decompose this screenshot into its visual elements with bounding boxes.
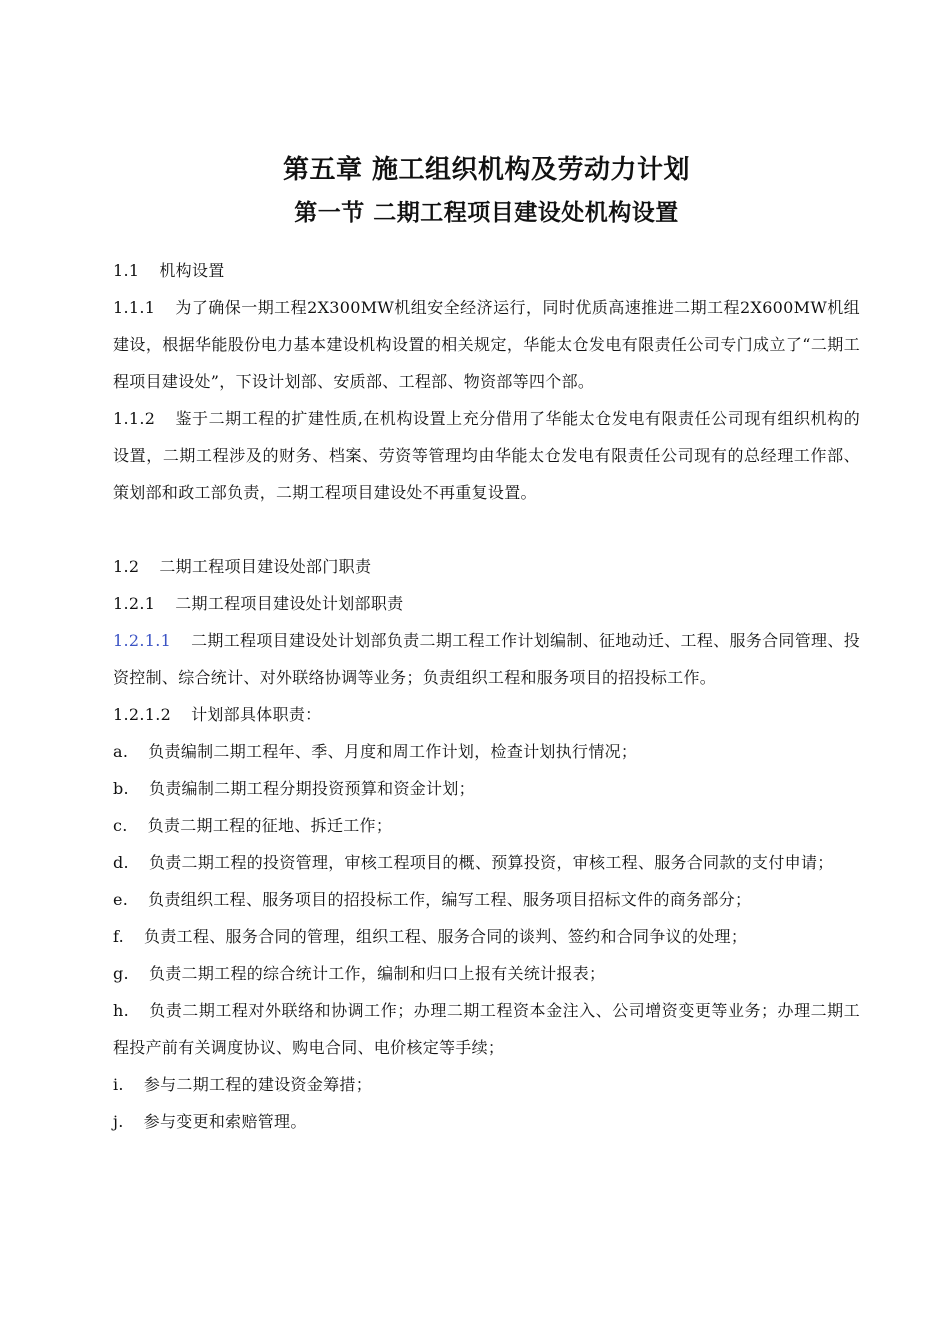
paragraph-text: 机构设置 bbox=[159, 261, 225, 280]
paragraph-number: 1.1.1 bbox=[113, 298, 156, 317]
document-page bbox=[113, 150, 860, 1140]
list-marker: e. bbox=[113, 890, 129, 909]
paragraph-number-highlighted: 1.2.1.1 bbox=[113, 631, 172, 650]
paragraph-number: 1.2.1 bbox=[113, 594, 156, 613]
paragraph-text: 计划部具体职责： bbox=[191, 705, 322, 724]
paragraph-number: 1.1.2 bbox=[113, 409, 156, 428]
list-marker: h. bbox=[113, 1001, 129, 1020]
list-item-d bbox=[113, 844, 860, 881]
paragraph-text: 二期工程项目建设处计划部职责 bbox=[175, 594, 404, 613]
list-item-i bbox=[113, 1066, 860, 1103]
list-item-text: 负责二期工程对外联络和协调工作；办理二期工程资本金注入、公司增资变更等业务；办理二期工程投产前有关调度协议、购电合同、电价核定等手续； bbox=[113, 1001, 860, 1057]
list-item-f bbox=[113, 918, 860, 955]
paragraph-text: 为了确保一期工程2X300MW机组安全经济运行，同时优质高速推进二期工程2X600MW机组建设，根据华能股份电力基本建设机构设置的相关规定，华能太仓发电有限责任公司专门成立了“二期工程项目建设处”，下设计划部、安质部、工程部、物资部等四个部。 bbox=[113, 298, 860, 391]
list-item-text: 参与二期工程的建设资金筹措； bbox=[143, 1075, 373, 1094]
list-item-text: 参与变更和索赔管理。 bbox=[143, 1112, 307, 1131]
paragraph-number: 1.2.1.2 bbox=[113, 705, 172, 724]
list-item-text: 负责编制二期工程分期投资预算和资金计划； bbox=[148, 779, 475, 798]
list-marker: i. bbox=[113, 1075, 124, 1094]
paragraph-1-1-2 bbox=[113, 400, 860, 511]
list-marker: f. bbox=[113, 927, 125, 946]
chapter-title: 第五章 施工组织机构及劳动力计划 bbox=[282, 155, 691, 185]
list-item-g bbox=[113, 955, 860, 992]
list-marker: c. bbox=[113, 816, 128, 835]
heading-1-2-1 bbox=[113, 585, 860, 622]
paragraph-1-2-1-1 bbox=[113, 622, 860, 696]
list-marker: g. bbox=[113, 964, 129, 983]
heading-1-2 bbox=[113, 548, 860, 585]
list-item-j bbox=[113, 1103, 860, 1140]
section-title: 第一节 二期工程项目建设处机构设置 bbox=[294, 200, 679, 226]
list-item-text: 负责编制二期工程年、季、月度和周工作计划，检查计划执行情况； bbox=[148, 742, 638, 761]
list-marker: a. bbox=[113, 742, 129, 761]
paragraph-text: 鉴于二期工程的扩建性质,在机构设置上充分借用了华能太仓发电有限责任公司现有组织机构的设置，二期工程涉及的财务、档案、劳资等管理均由华能太仓发电有限责任公司现有的总经理工作部、策划部和政工部负责，二期工程项目建设处不再重复设置。 bbox=[113, 409, 860, 502]
list-item-text: 负责二期工程的征地、拆迁工作； bbox=[147, 816, 393, 835]
paragraph-number: 1.2 bbox=[113, 557, 140, 576]
list-item-text: 负责组织工程、服务项目的招投标工作，编写工程、服务项目招标文件的商务部分； bbox=[148, 890, 752, 909]
list-item-c bbox=[113, 807, 860, 844]
list-item-text: 负责二期工程的投资管理，审核工程项目的概、预算投资，审核工程、服务合同款的支付申请； bbox=[148, 853, 834, 872]
list-marker: d. bbox=[113, 853, 129, 872]
paragraph-number: 1.1 bbox=[113, 261, 140, 280]
paragraph-text: 二期工程项目建设处部门职责 bbox=[159, 557, 372, 576]
list-item-b bbox=[113, 770, 860, 807]
list-marker: j. bbox=[113, 1112, 124, 1131]
list-item-text: 负责工程、服务合同的管理，组织工程、服务合同的谈判、签约和合同争议的处理； bbox=[144, 927, 748, 946]
list-marker: b. bbox=[113, 779, 129, 798]
list-item-h bbox=[113, 992, 860, 1066]
list-item-a bbox=[113, 733, 860, 770]
list-item-text: 负责二期工程的综合统计工作，编制和归口上报有关统计报表； bbox=[148, 964, 606, 983]
paragraph-1-2-1-2 bbox=[113, 696, 860, 733]
paragraph-text: 二期工程项目建设处计划部负责二期工程工作计划编制、征地动迁、工程、服务合同管理、投资控制、综合统计、对外联络协调等业务；负责组织工程和服务项目的招投标工作。 bbox=[113, 631, 860, 687]
paragraph-1-1-1 bbox=[113, 289, 860, 400]
list-item-e bbox=[113, 881, 860, 918]
heading-1-1 bbox=[113, 252, 860, 289]
